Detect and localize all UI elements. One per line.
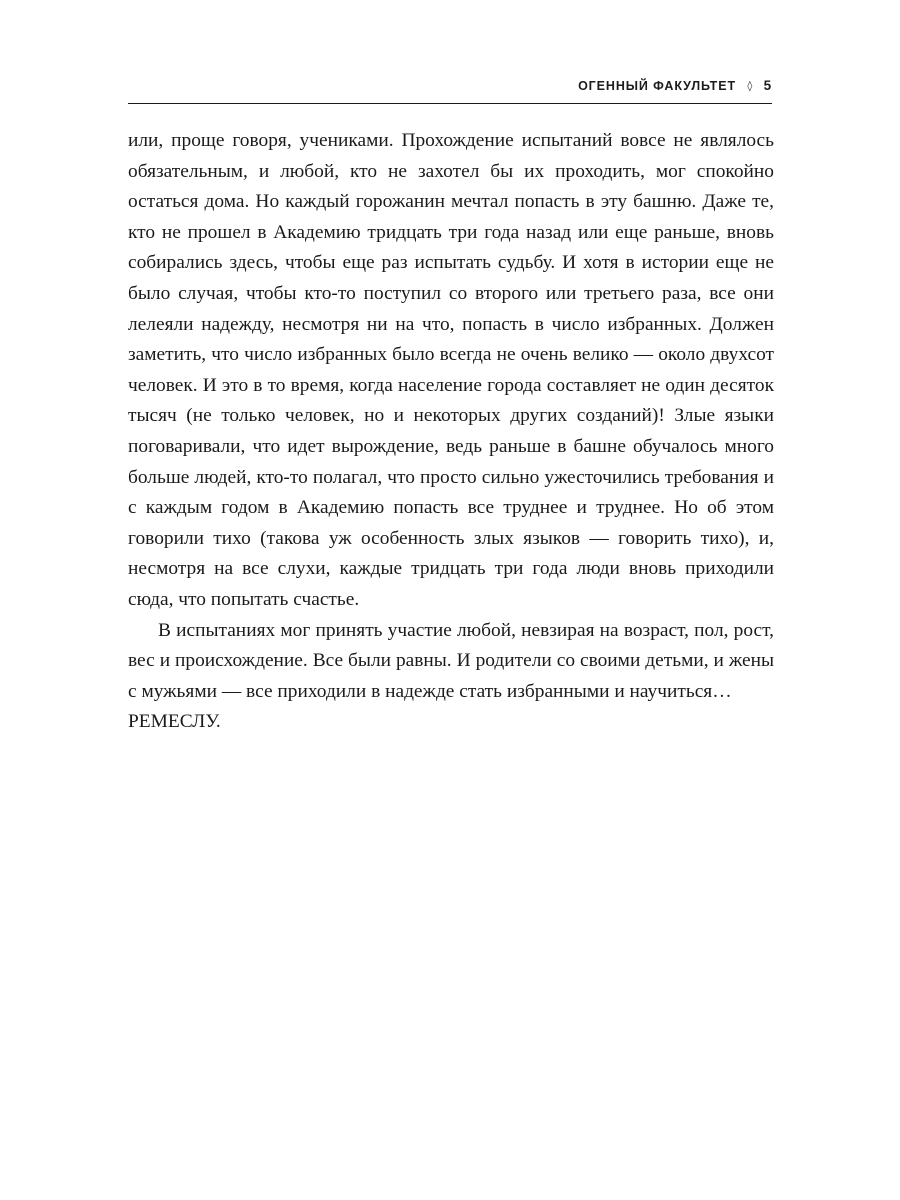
- running-title: ОГЕННЫЙ ФАКУЛЬТЕТ: [578, 79, 736, 93]
- diamond-icon: ◊: [747, 81, 754, 92]
- paragraph: РЕМЕСЛУ.: [128, 711, 221, 733]
- page-body: [128, 126, 774, 738]
- page-number: 5: [763, 78, 772, 93]
- running-head: [578, 78, 772, 93]
- header-divider: [128, 103, 772, 104]
- paragraph: В испытаниях мог принять участие любой, невзирая на возраст, пол, рост, вес и происхождение. Все были равны. И родители со своими детьми, и жены с мужьями — все приходили в надежде стать избранными и научиться…: [128, 619, 774, 702]
- paragraph: или, проще говоря, учениками. Прохождение испытаний вовсе не являлось обязательным, и любой, кто не захотел бы их проходить, мог спокойно остаться дома. Но каждый горожанин мечтал попасть в эту башню. Даже те, кто не прошел в Академию тридцать три года назад или еще раньше, вновь собирались здесь, чтобы еще раз испытать судьбу. И хотя в истории еще не было случая, чтобы кто-то поступил со второго или третьего раза, все они лелеяли надежду, несмотря ни на что, попасть в число избранных. Должен заметить, что число избранных было всегда не очень велико — около двухсот человек. И это в то время, когда население города составляет не один десяток тысяч (не только человек, но и некоторых других созданий)! Злые языки поговаривали, что идет вырождение, ведь раньше в башне обучалось много больше людей, кто-то полагал, что просто сильно ужесточились требования и с каждым годом в Академию попасть все труднее и труднее. Но об этом говорили тихо (такова уж особенность злых языков — говорить тихо), и, несмотря на все слухи, каждые тридцать три года люди вновь приходили сюда, что попытать счастье.: [128, 130, 774, 610]
- page-header: [128, 78, 772, 93]
